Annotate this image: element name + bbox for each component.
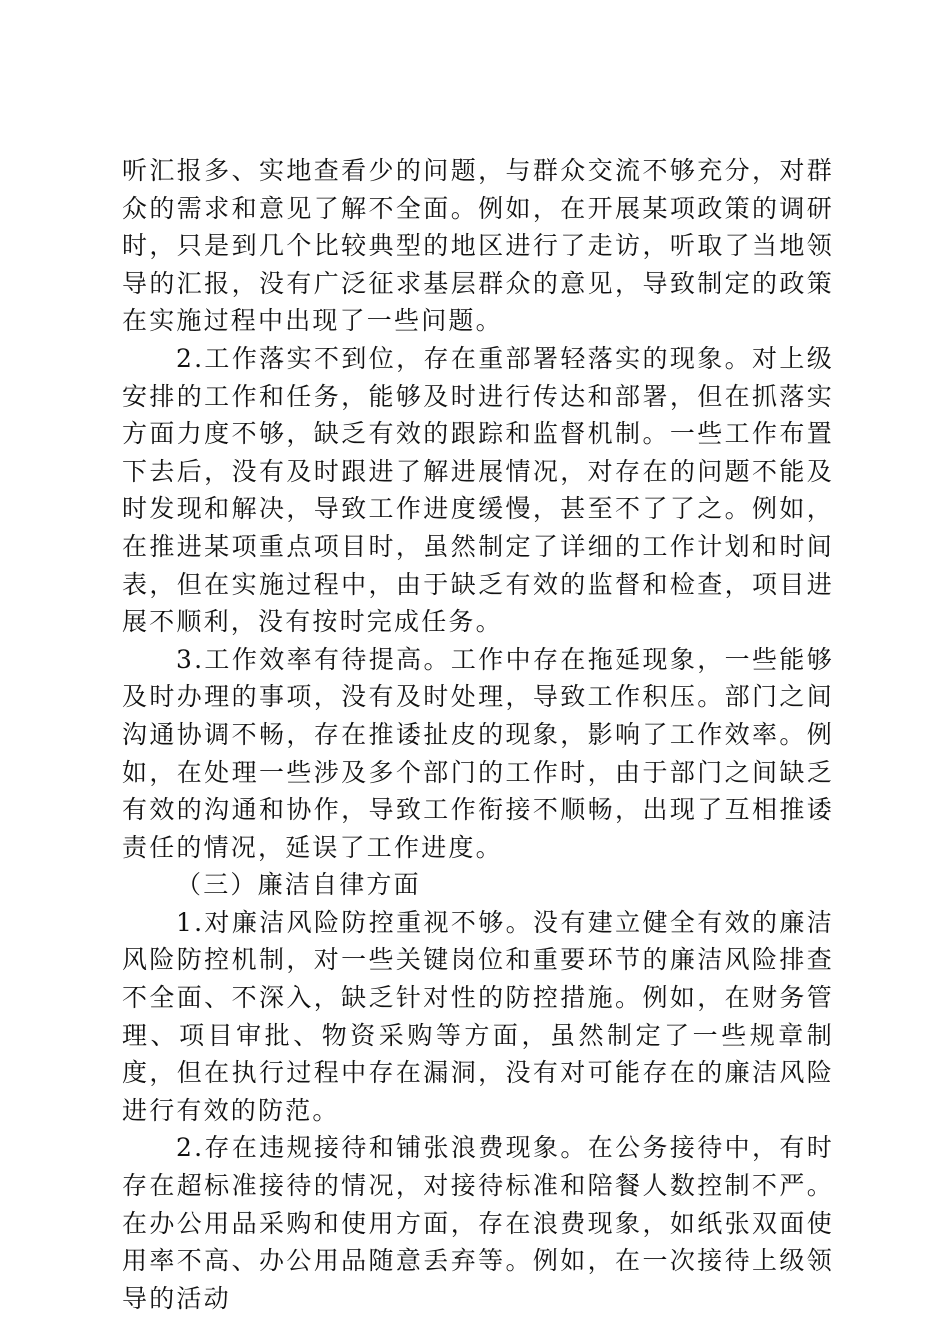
document-body (122, 152, 834, 1317)
section-heading: （三）廉洁自律方面 (176, 870, 421, 900)
paragraph: 1.对廉洁风险防控重视不够。没有建立健全有效的廉洁风险防控机制，对一些关键岗位和重要环节的廉洁风险排查不全面、不深入，缺乏针对性的防控措施。例如，在财务管理、项目审批、物资采购等方面，虽然制定了一些规章制度，但在执行过程中存在漏洞，没有对可能存在的廉洁风险进行有效的防范。 (122, 907, 834, 1125)
paragraph: 2.存在违规接待和铺张浪费现象。在公务接待中，有时存在超标准接待的情况，对接待标准和陪餐人数控制不严。在办公用品采购和使用方面，存在浪费现象，如纸张双面使用率不高、办公用品随意丢弃等。例如，在一次接待上级领导的活动 (122, 1133, 834, 1313)
paragraph: 3.工作效率有待提高。工作中存在拖延现象，一些能够及时办理的事项，没有及时处理，导致工作积压。部门之间沟通协调不畅，存在推诿扯皮的现象，影响了工作效率。例如，在处理一些涉及多个部门的工作时，由于部门之间缺乏有效的沟通和协作，导致工作衔接不顺畅，出现了互相推诿责任的情况，延误了工作进度。 (122, 644, 834, 862)
paragraph: 2.工作落实不到位，存在重部署轻落实的现象。对上级安排的工作和任务，能够及时进行传达和部署，但在抓落实方面力度不够，缺乏有效的跟踪和监督机制。一些工作布置下去后，没有及时跟进了解进展情况，对存在的问题不能及时发现和解决，导致工作进度缓慢，甚至不了了之。例如，在推进某项重点项目时，虽然制定了详细的工作计划和时间表，但在实施过程中，由于缺乏有效的监督和检查，项目进展不顺利，没有按时完成任务。 (122, 343, 834, 637)
paragraph: 听汇报多、实地查看少的问题，与群众交流不够充分，对群众的需求和意见了解不全面。例如，在开展某项政策的调研时，只是到几个比较典型的地区进行了走访，听取了当地领导的汇报，没有广泛征求基层群众的意见，导致制定的政策在实施过程中出现了一些问题。 (122, 156, 834, 336)
